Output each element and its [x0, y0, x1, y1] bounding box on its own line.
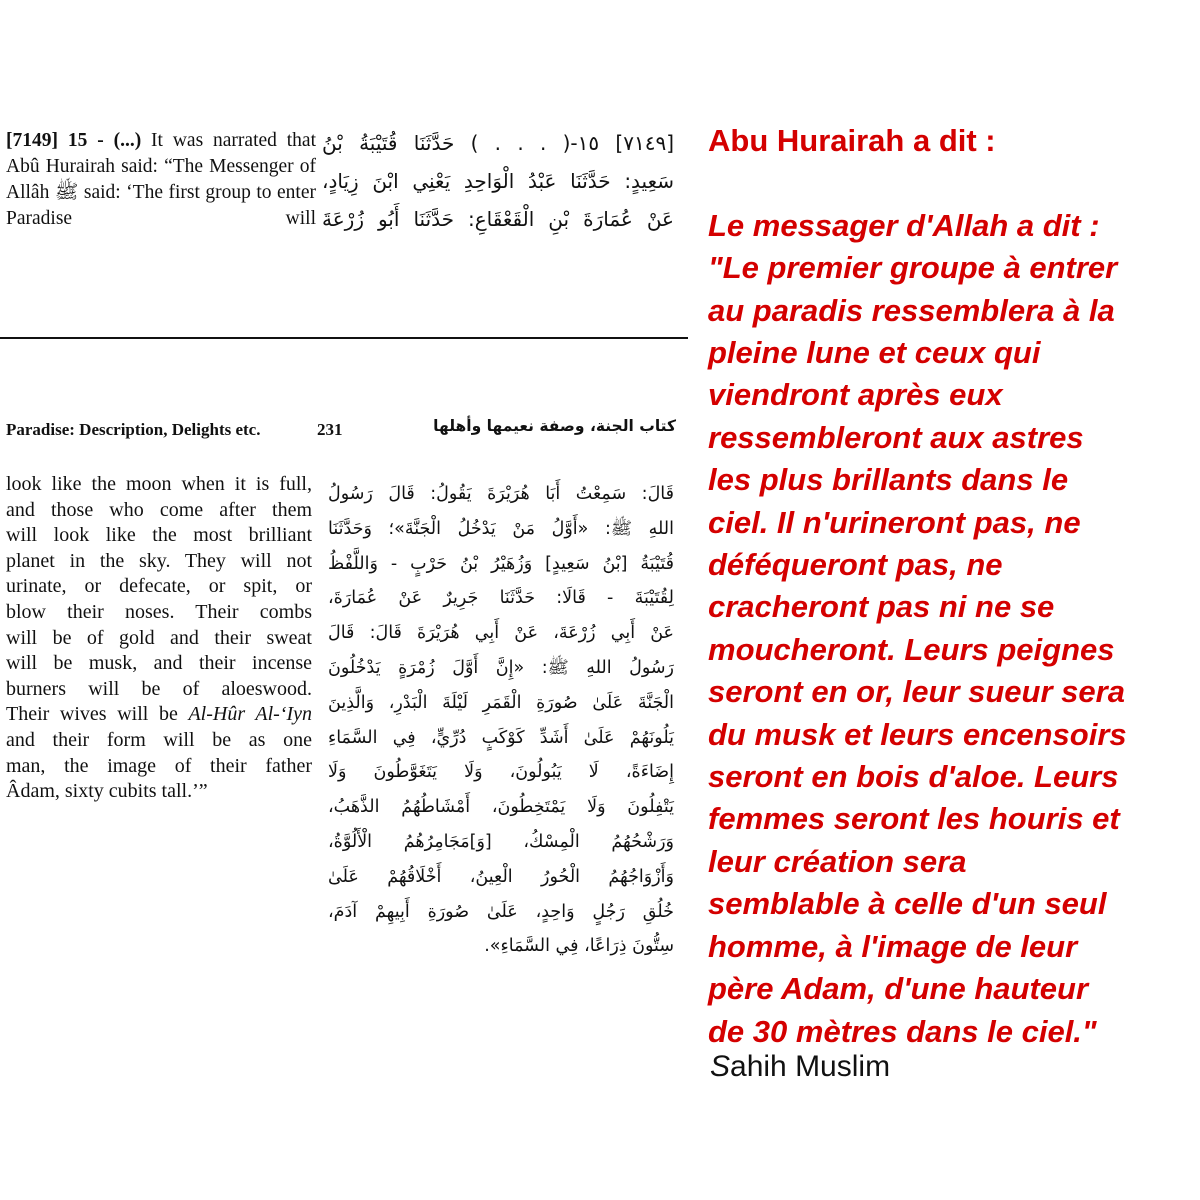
arabic-line: قُتَيْبَةُ [بْنُ سَعِيدٍ] وَزُهَيْرُ بْنُ حَرْبٍ - وَاللَّفْظُ: [328, 553, 674, 574]
english-line: blow their noses. Their combs: [6, 600, 312, 623]
english-line: will be musk, and their incense: [6, 652, 312, 675]
translation-line: seront en or, leur sueur sera: [708, 674, 1125, 710]
translation-line: leur création sera: [708, 843, 967, 879]
page-header-arabic: كتاب الجنة، وصفة نعيمها وأهلها: [433, 417, 676, 435]
english-line: and those who come after them: [6, 498, 312, 521]
translation-line: au paradis ressemblera à la: [708, 292, 1115, 328]
english-line: Âdam, sixty cubits tall.’”: [6, 780, 208, 803]
arabic-line: اللهِ ﷺ: «أَوَّلُ مَنْ يَدْخُلُ الْجَنَّةَ»؛ وَحَدَّثَنَا: [328, 518, 674, 539]
top-arabic-passage: [322, 124, 674, 238]
translation-line: de 30 mètres dans le ciel.": [708, 1013, 1097, 1049]
spacer: [708, 162, 1196, 204]
translation-line: moucheront. Leurs peignes: [708, 631, 1115, 667]
arabic-line: وَرَشْحُهُمُ الْمِسْكُ، [وَ]مَجَامِرُهُمُ الْأَلُوَّةُ،: [328, 831, 674, 852]
arabic-line: سَعِيدٍ: حَدَّثَنَا عَبْدُ الْوَاحِدِ يَعْنِي ابْنَ زِيَادٍ،: [322, 169, 674, 193]
top-english-text: It was narrated that Abû Hurairah said: “The Messenger of Allâh ﷺ said: ‘The first group to enter Paradise will: [6, 130, 316, 229]
english-line: man, the image of their father: [6, 754, 312, 777]
source-citation: [710, 1050, 890, 1084]
arabic-line: سِتُّونَ ذِرَاعًا، فِي السَّمَاءِ».: [484, 936, 674, 957]
translation-line: seront en bois d'aloe. Leurs: [708, 759, 1119, 795]
arabic-line: يَلُونَهُمْ عَلَىٰ أَشَدِّ كَوْكَبٍ دُرِّيٍّ، فِي السَّمَاءِ: [328, 727, 674, 748]
translation-line: ressembleront aux astres: [708, 419, 1084, 455]
arabic-line: الْجَنَّةَ عَلَىٰ صُورَةِ الْقَمَرِ لَيْلَةَ الْبَدْرِ، وَالَّذِينَ: [328, 692, 674, 713]
translation-title: Abu Hurairah a dit :: [708, 123, 996, 158]
arabic-line: إِضَاءَةً، لَا يَبُولُونَ، وَلَا يَتَغَوَّطُونَ وَلَا: [328, 762, 674, 783]
translation-line: viendront après eux: [708, 377, 1003, 413]
french-translation: [708, 120, 1196, 1053]
arabic-line: يَتْفِلُونَ وَلَا يَمْتَخِطُونَ، أَمْشَاطُهُمُ الذَّهَبُ،: [328, 797, 674, 818]
houris-term: Al-Hûr Al-‘Iyn: [188, 703, 313, 726]
translation-line: les plus brillants dans le: [708, 462, 1069, 498]
arabic-line: [٧١٤٩] ١٥-( . . . ) حَدَّثَنَا قُتَيْبَةُ بْنُ: [322, 131, 674, 155]
translation-line: déféqueront pas, ne: [708, 547, 1003, 583]
english-line: burners will be of aloeswood.: [6, 677, 312, 700]
translation-line: femmes seront les houris et: [708, 801, 1120, 837]
arabic-line: عَنْ عُمَارَةَ بْنِ الْقَعْقَاعِ: حَدَّثَنَا أَبُو زُرْعَةَ: [322, 207, 674, 231]
arabic-line: قَالَ: سَمِعْتُ أَبَا هُرَيْرَةَ يَقُولُ: قَالَ رَسُولُ: [328, 484, 674, 504]
page-header-english: Paradise: Description, Delights etc.: [6, 420, 261, 439]
arabic-line: عَنْ أَبِي زُرْعَةَ، عَنْ أَبِي هُرَيْرَةَ قَالَ: قَالَ: [328, 623, 674, 644]
translation-line: cracheront pas ni ne se: [708, 589, 1055, 625]
hadith-number: [7149] 15 - (...): [6, 130, 142, 151]
translation-line: pleine lune et ceux qui: [708, 335, 1041, 371]
translation-body: [708, 205, 1196, 1053]
translation-line: Le messager d'Allah a dit :: [708, 207, 1100, 243]
english-line: and their form will be as one: [6, 728, 312, 751]
english-line: will look like the most brilliant: [6, 524, 312, 547]
translation-line: ciel. Il n'urineront pas, ne: [708, 504, 1081, 540]
english-line: urinate, or defecate, or spit, or: [6, 575, 312, 598]
translation-line: père Adam, d'une hauteur: [708, 971, 1089, 1007]
arabic-line: لِقُتَيْبَةَ - قَالَا: حَدَّثَنَا جَرِيرٌ عَنْ عُمَارَةَ،: [328, 588, 674, 609]
bottom-english-passage: [6, 472, 312, 805]
arabic-line: رَسُولُ اللهِ ﷺ: «إِنَّ أَوَّلَ زُمْرَةٍ يَدْخُلُونَ: [328, 657, 674, 678]
arabic-line: وَأَزْوَاجُهُمُ الْحُورُ الْعِينُ، أَخْلَاقُهُمْ عَلَىٰ: [328, 866, 674, 887]
english-line: will be of gold and their sweat: [6, 626, 312, 649]
top-english-passage: [6, 128, 316, 232]
source-rest: ahih Muslim: [730, 1050, 891, 1083]
english-line-text: Their wives will be: [6, 703, 178, 726]
arabic-line: خُلُقِ رَجُلٍ وَاحِدٍ، عَلَىٰ صُورَةِ أَبِيهِمْ آدَمَ،: [328, 901, 674, 922]
english-line: look like the moon when it is full,: [6, 473, 312, 495]
english-line: [6, 702, 312, 728]
translation-line: du musk et leurs encensoirs: [708, 716, 1127, 752]
translation-line: "Le premier groupe à entrer: [708, 250, 1118, 286]
source-initial: S: [710, 1050, 731, 1083]
translation-line: semblable à celle d'un seul: [708, 886, 1107, 922]
bottom-arabic-passage: [328, 477, 674, 964]
page-number: 231: [317, 420, 343, 439]
english-line: planet in the sky. They will not: [6, 549, 312, 572]
translation-line: homme, à l'image de leur: [708, 928, 1078, 964]
page-divider: [0, 337, 688, 339]
